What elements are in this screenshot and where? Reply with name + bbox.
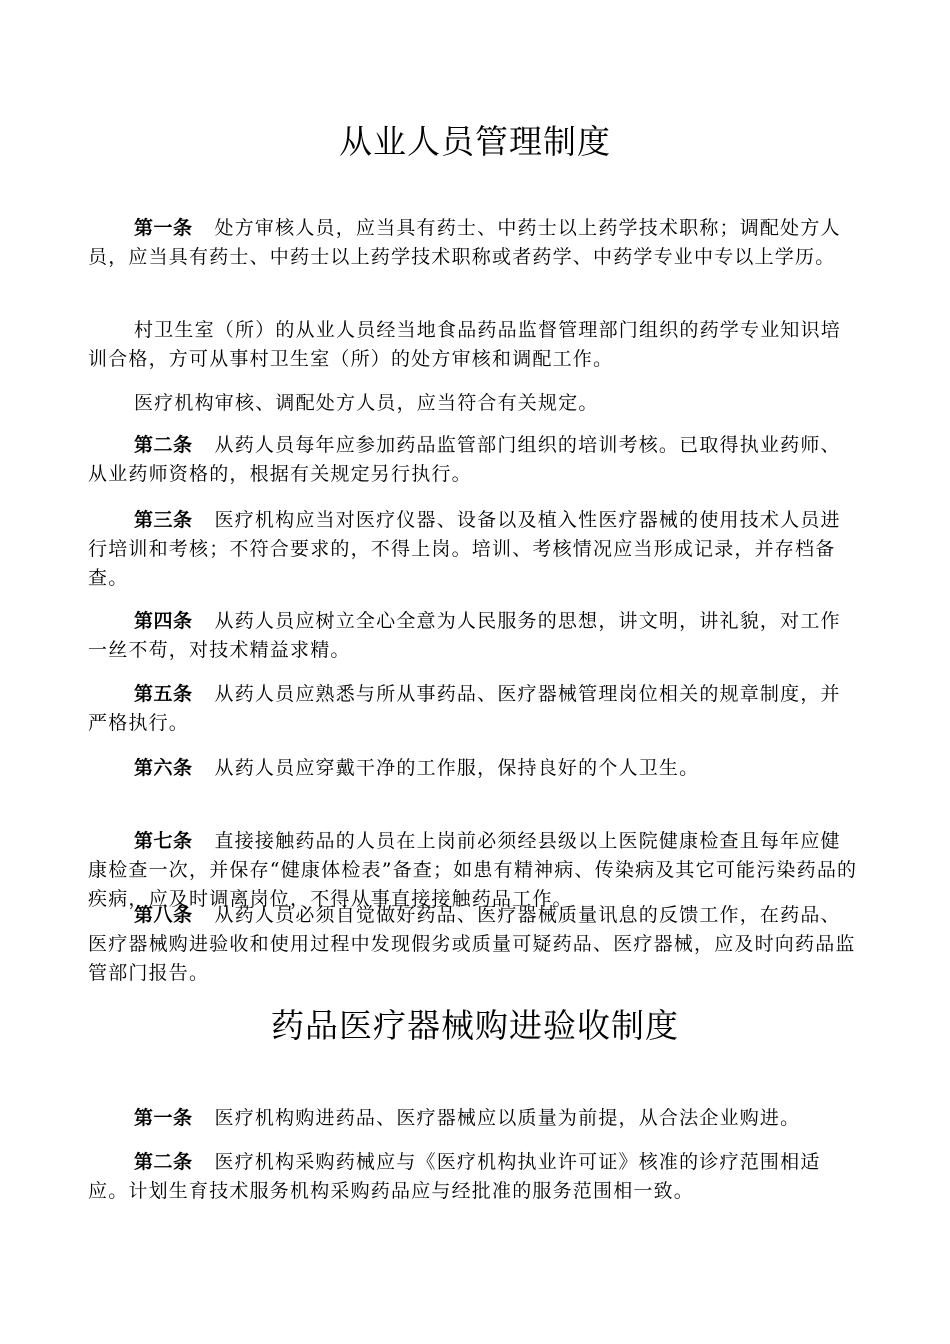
article-paragraph bbox=[88, 1148, 858, 1206]
article-number: 第三条 bbox=[134, 509, 193, 531]
article-paragraph bbox=[88, 607, 858, 665]
article-paragraph bbox=[88, 680, 858, 738]
article-number: 第五条 bbox=[134, 683, 193, 705]
article-text: 医疗机构审核、调配处方人员，应当符合有关规定。 bbox=[134, 392, 599, 414]
article-text: 医疗机构购进药品、医疗器械应以质量为前提，从合法企业购进。 bbox=[214, 1107, 801, 1129]
article-number: 第四条 bbox=[134, 610, 193, 632]
article-text: 从药人员应熟悉与所从事药品、医疗器械管理岗位相关的规章制度，并严格执行。 bbox=[88, 683, 841, 734]
article-text: 从药人员每年应参加药品监管部门组织的培训考核。已取得执业药师、从业药师资格的，根据有关规定另行执行。 bbox=[88, 434, 841, 485]
article-number: 第一条 bbox=[134, 217, 193, 239]
article-paragraph bbox=[88, 506, 858, 593]
article-paragraph bbox=[88, 754, 858, 783]
article-text: 从药人员应穿戴干净的工作服，保持良好的个人卫生。 bbox=[214, 757, 700, 779]
article-text: 处方审核人员，应当具有药士、中药士以上药学技术职称；调配处方人员，应当具有药士、中药士以上药学技术职称或者药学、中药学专业中专以上学历。 bbox=[88, 217, 841, 268]
article-paragraph bbox=[88, 389, 858, 418]
article-text: 村卫生室（所）的从业人员经当地食品药品监督管理部门组织的药学专业知识培训合格，方可从事村卫生室（所）的处方审核和调配工作。 bbox=[88, 319, 842, 370]
article-text: 从药人员应树立全心全意为人民服务的思想，讲文明，讲礼貌，对工作一丝不苟，对技术精益求精。 bbox=[88, 610, 841, 661]
article-paragraph bbox=[88, 316, 858, 374]
article-number: 第八条 bbox=[134, 904, 193, 926]
article-paragraph bbox=[88, 214, 858, 272]
article-number: 第七条 bbox=[134, 830, 193, 852]
article-text: 医疗机构采购药械应与《医疗机构执业许可证》核准的诊疗范围相适应。计划生育技术服务机构采购药品应与经批准的服务范围相一致。 bbox=[88, 1151, 821, 1202]
article-paragraph bbox=[88, 1104, 858, 1133]
article-number: 第六条 bbox=[134, 757, 193, 779]
article-text: 直接接触药品的人员在上岗前必须经县级以上医院健康检查且每年应健康检查一次，并保存“健康体检表”备查；如患有精神病、传染病及其它可能污染药品的疾病，应及时调离岗位，不得从事直接接触药品工作。 bbox=[88, 830, 858, 910]
article-number: 第二条 bbox=[134, 1151, 193, 1173]
section-title-staff-management: 从业人员管理制度 bbox=[339, 122, 611, 161]
article-number: 第一条 bbox=[134, 1107, 193, 1129]
article-text: 医疗机构应当对医疗仪器、设备以及植入性医疗器械的使用技术人员进行培训和考核；不符合要求的，不得上岗。培训、考核情况应当形成记录，并存档备查。 bbox=[88, 509, 841, 589]
article-paragraph bbox=[88, 901, 858, 988]
article-text: 从药人员必须自觉做好药品、医疗器械质量讯息的反馈工作，在药品、医疗器械购进验收和使用过程中发现假劣或质量可疑药品、医疗器械，应及时向药品监管部门报告。 bbox=[88, 904, 856, 984]
section-title-procurement-acceptance: 药品医疗器械购进验收制度 bbox=[271, 1006, 679, 1045]
article-paragraph bbox=[88, 431, 858, 489]
article-number: 第二条 bbox=[134, 434, 193, 456]
